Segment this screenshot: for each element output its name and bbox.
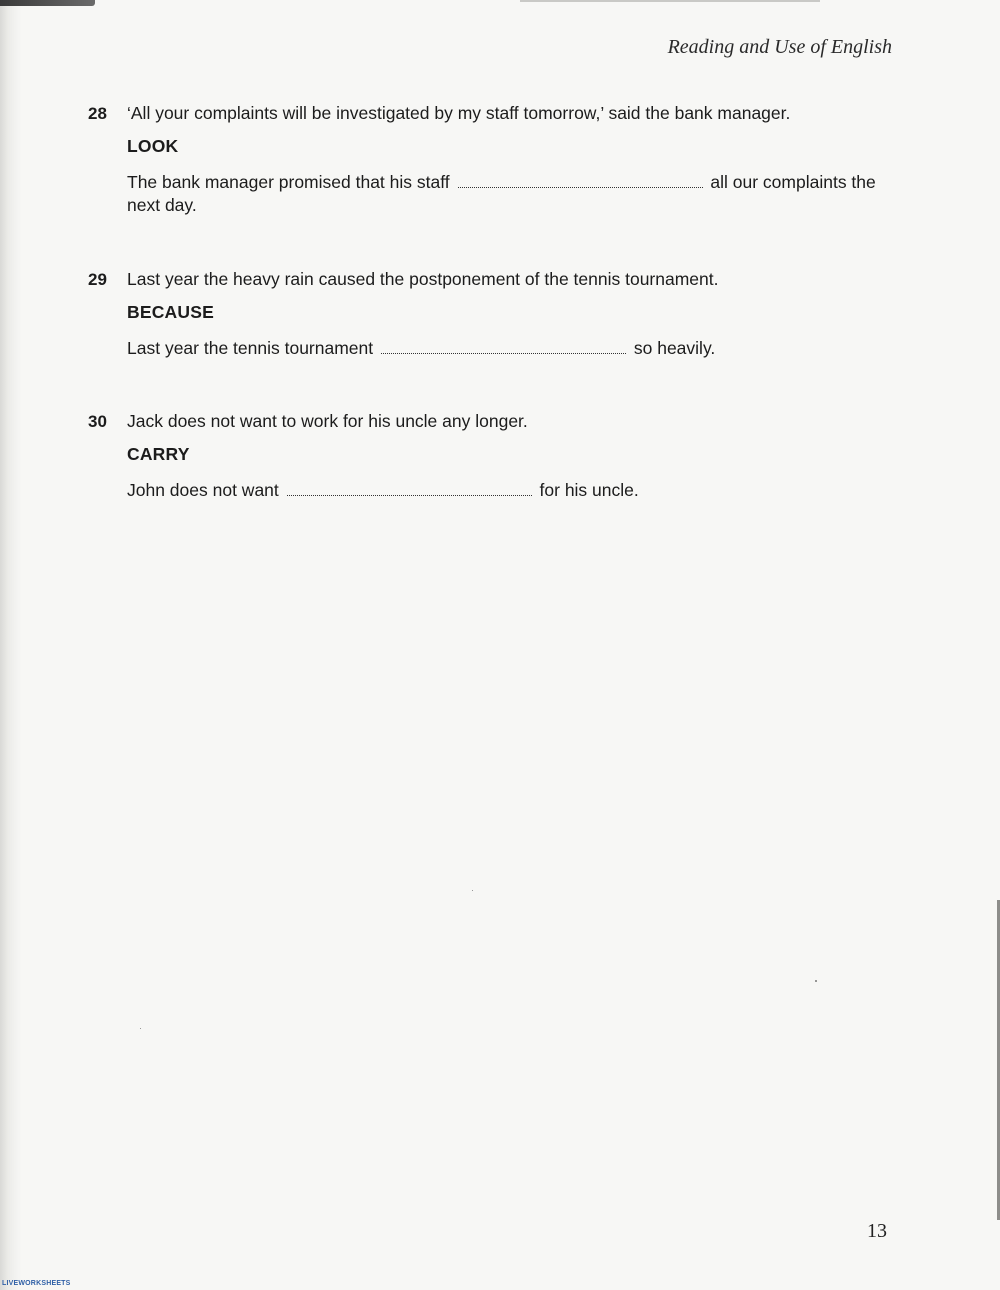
scan-speck bbox=[140, 1028, 141, 1029]
keyword: LOOK bbox=[127, 136, 179, 156]
section-header: Reading and Use of English bbox=[667, 36, 892, 58]
answer-sentence bbox=[127, 337, 897, 360]
question-prompt: ‘All your complaints will be investigated by my staff tomorrow,’ said the bank manager. bbox=[127, 103, 791, 123]
watermark-logo: LIVEWORKSHEETS bbox=[2, 1280, 71, 1287]
answer-gap[interactable] bbox=[381, 339, 626, 354]
answer-after: for his uncle. bbox=[539, 480, 639, 500]
keyword: BECAUSE bbox=[127, 302, 214, 322]
scan-mark-faint bbox=[520, 0, 820, 2]
question-28 bbox=[88, 102, 898, 217]
question-prompt: Jack does not want to work for his uncle any longer. bbox=[127, 411, 528, 431]
answer-before: Last year the tennis tournament bbox=[127, 338, 374, 358]
question-29 bbox=[88, 268, 898, 360]
question-30 bbox=[88, 410, 898, 502]
answer-gap[interactable] bbox=[458, 173, 703, 188]
answer-gap[interactable] bbox=[287, 481, 532, 496]
answer-sentence bbox=[127, 171, 897, 217]
answer-before: John does not want bbox=[127, 480, 279, 500]
scan-speck bbox=[472, 890, 473, 891]
page-scan-edge bbox=[0, 0, 22, 1290]
question-number: 28 bbox=[88, 104, 107, 123]
question-number: 30 bbox=[88, 412, 107, 431]
answer-sentence bbox=[127, 479, 897, 502]
scan-mark bbox=[0, 0, 95, 6]
question-prompt: Last year the heavy rain caused the postponement of the tennis tournament. bbox=[127, 269, 719, 289]
answer-before: The bank manager promised that his staff bbox=[127, 172, 450, 192]
keyword: CARRY bbox=[127, 444, 190, 464]
scan-speck bbox=[815, 980, 817, 982]
answer-after: all our complaints the next day. bbox=[127, 172, 876, 215]
page-number: 13 bbox=[867, 1220, 887, 1242]
question-number: 29 bbox=[88, 270, 107, 289]
answer-after: so heavily. bbox=[633, 338, 716, 358]
